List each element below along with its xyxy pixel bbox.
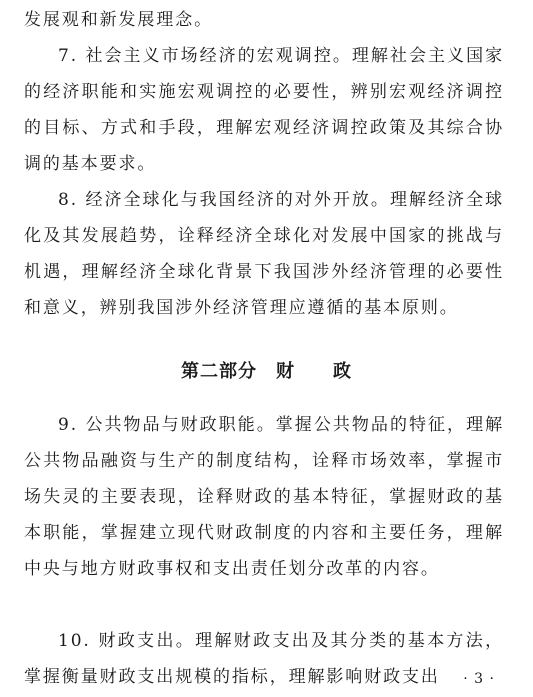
paragraph-text: 9. 公共物品与财政职能。掌握公共物品的特征，理解公共物品融资与生产的制度结构，诠释市场效率，掌握市场失灵的主要表现，诠释财政的基本特征，掌握财政的基本职能，掌握建立现代财政制度的内容和主要任务，理解中央与地方财政事权和支出责任划分改革的内容。 [24, 415, 504, 579]
paragraph-text: 7. 社会主义市场经济的宏观调控。理解社会主义国家的经济职能和实施宏观调控的必要性，辨别宏观经济调控的目标、方式和手段，理解宏观经济调控政策及其综合协调的基本要求。 [24, 46, 504, 174]
section-heading: 第二部分 财 政 [181, 361, 352, 382]
paragraph-text: 10. 财政支出。理解财政支出及其分类的基本方法，掌握衡量财政支出规模的指标，理解影响财政支出 [24, 631, 504, 687]
paragraph-text: 8. 经济全球化与我国经济的对外开放。理解经济全球化及其发展趋势，诠释经济全球化对发展中国家的挑战与机遇，理解经济全球化背景下我国涉外经济管理的必要性和意义，辨别我国涉外经济管理应遵循的基本原则。 [24, 190, 504, 318]
paragraph-item-7 [24, 38, 504, 182]
paragraph-text: 发展观和新发展理念。 [24, 10, 213, 30]
paragraph-item-10 [24, 623, 504, 695]
paragraph-item-9 [24, 407, 504, 587]
paragraph-continuation [24, 2, 504, 38]
page-number: · 3 · [463, 671, 495, 687]
paragraph-item-8 [24, 182, 504, 326]
